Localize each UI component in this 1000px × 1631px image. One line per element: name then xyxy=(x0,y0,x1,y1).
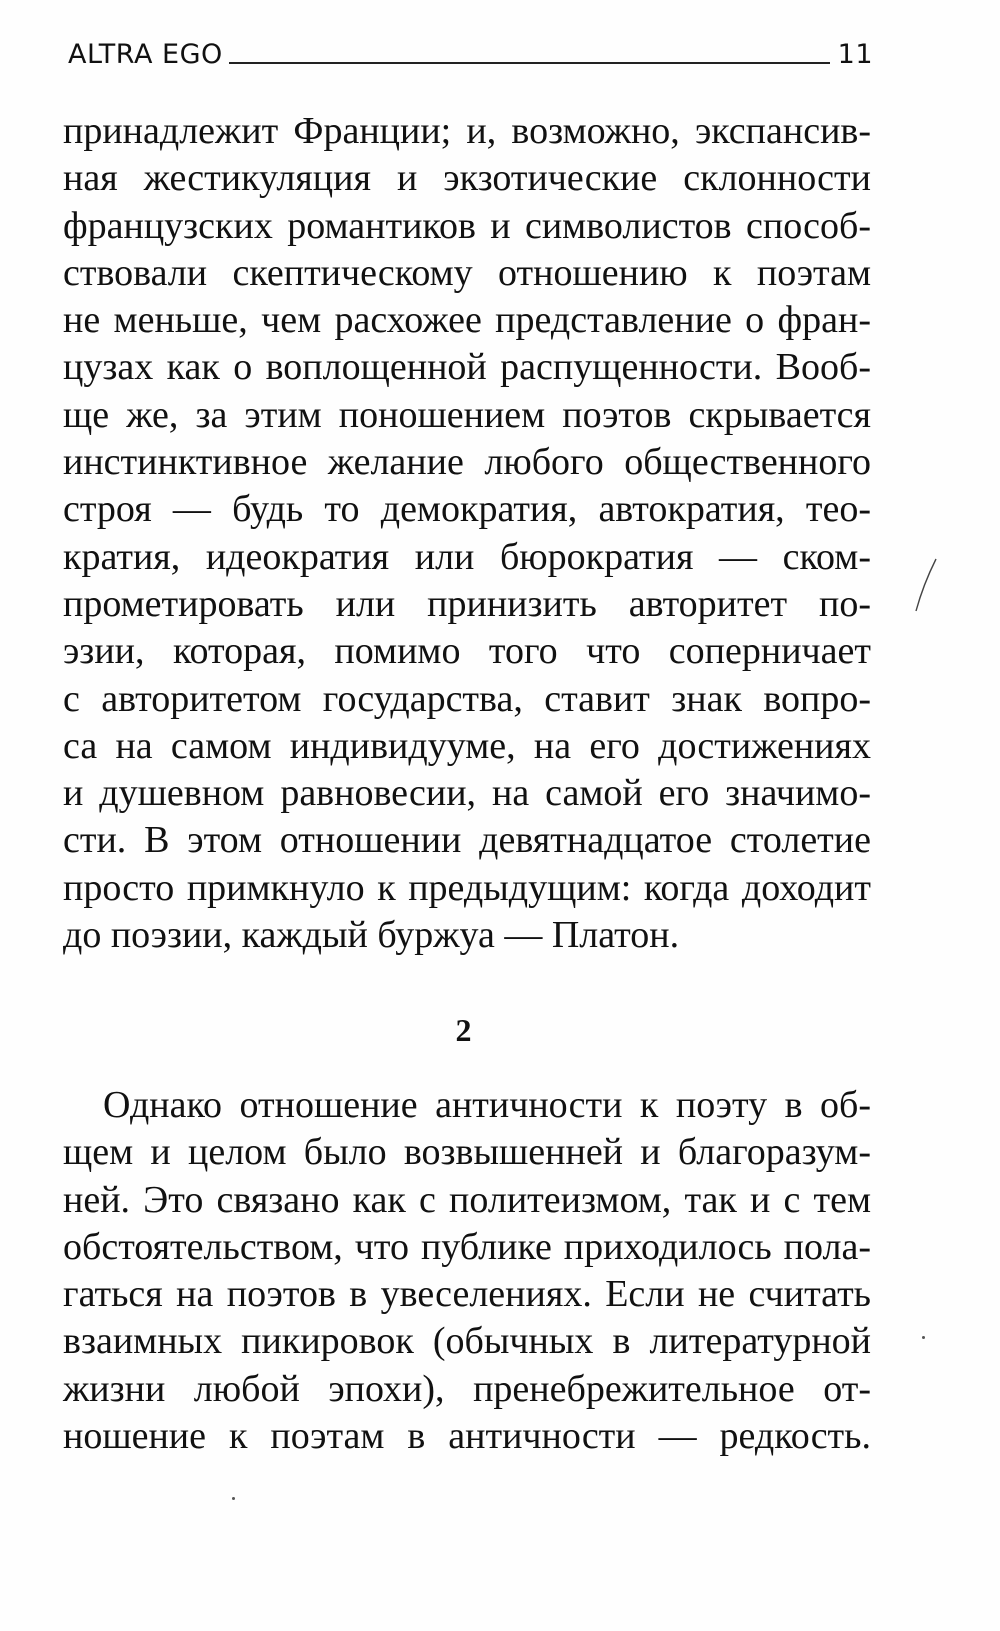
text-line: ствовали скептическому отношению к поэтам xyxy=(63,251,871,294)
text-line: щем и целом было возвышенней и благоразум- xyxy=(63,1131,871,1174)
text-line: ная жестикуляция и экзотические склонности xyxy=(63,157,871,200)
page-number: 11 xyxy=(837,39,873,70)
text-line: строя — будь то демократия, автократия, тео- xyxy=(63,488,871,531)
text-line: обстоятельством, что публике приходилось пола- xyxy=(63,1225,871,1268)
text-line: цузах как о воплощенной распущенности. Вооб- xyxy=(63,346,871,389)
paragraph-2 xyxy=(63,1082,871,1460)
text-line: ще же, за этим поношением поэтов скрывается xyxy=(63,393,871,436)
text-line: французских романтиков и символистов способ- xyxy=(63,204,871,247)
text-line: ней. Это связано как с политеизмом, так и с тем xyxy=(63,1178,871,1221)
header-rule xyxy=(229,62,830,64)
text-line: принадлежит Франции; и, возможно, экспансив- xyxy=(63,110,871,152)
section-number: 2 xyxy=(455,1012,472,1048)
text-line: гаться на поэтов в увеселениях. Если не считать xyxy=(63,1273,871,1316)
text-line: кратия, идеократия или бюрократия — ском- xyxy=(63,535,871,578)
text-line: инстинктивное желание любого общественного xyxy=(63,441,871,484)
text-line: сти. В этом отношении девятнадцатое столетие xyxy=(63,819,871,862)
text-line: и душевном равновесии, на самой его значимо- xyxy=(63,772,871,815)
paragraph-1 xyxy=(63,108,871,959)
text-line: са на самом индивидууме, на его достижениях xyxy=(63,724,871,767)
running-title: ALTRA EGO xyxy=(68,39,223,70)
text-line: жизни любой эпохи), пренебрежительное от- xyxy=(63,1367,871,1410)
ink-speck xyxy=(232,1497,235,1500)
text-line: Однако отношение античности к поэту в об- xyxy=(103,1084,871,1126)
text-line: до поэзии, каждый буржуа — Платон. xyxy=(63,914,680,957)
ink-speck xyxy=(922,1336,925,1339)
text-line: взаимных пикировок (обычных в литературной xyxy=(63,1320,871,1363)
text-line: прометировать или принизить авторитет по- xyxy=(63,582,871,625)
text-line: с авторитетом государства, ставит знак вопро- xyxy=(63,677,871,720)
text-line: ношение к поэтам в античности — редкость. xyxy=(63,1415,871,1458)
text-line: не меньше, чем расхожее представление о фран- xyxy=(63,299,871,342)
running-head xyxy=(68,32,873,68)
text-line: эзии, которая, помимо того что соперничает xyxy=(63,630,871,673)
pencil-mark-icon xyxy=(912,555,942,615)
text-line: просто примкнуло к предыдущим: когда доходит xyxy=(63,866,871,909)
